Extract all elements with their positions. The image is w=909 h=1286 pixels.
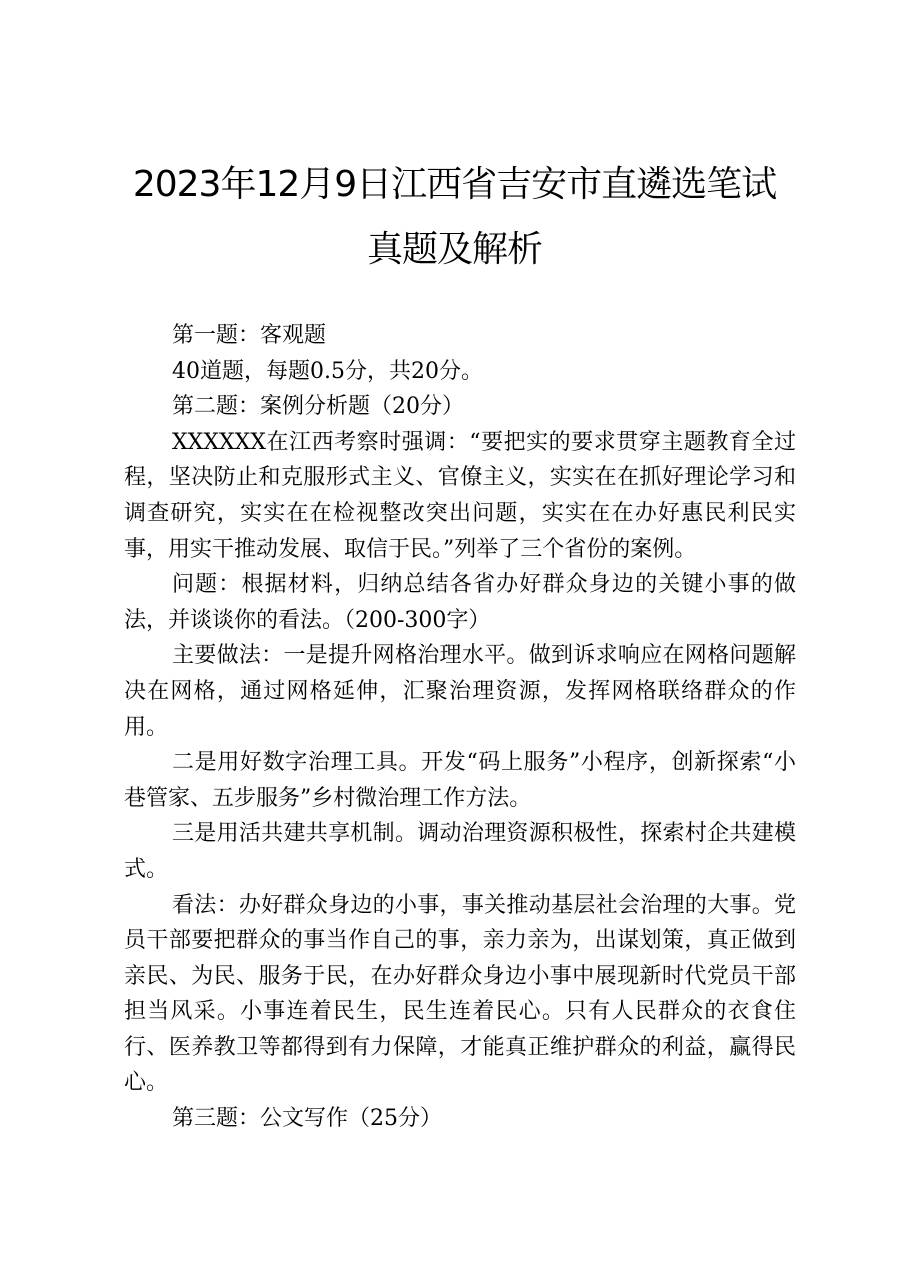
opinion-paragraph: 看法：办好群众身边的小事，事关推动基层社会治理的大事。党员干部要把群众的事当作自己的事，亲力亲为，出谋划策，真正做到亲民、为民、服务于民，在办好群众身边小事中展现新时代党员干部担当风采。小事连着民生，民生连着民心。只有人民群众的衣食住行、医养教卫等都得到有力保障，才能真正维护群众的利益，赢得民心。 [124,892,796,1096]
document-title-line-2: 真题及解析 [366,229,542,270]
section-heading-objective: 第一题：客观题 [172,323,327,348]
main-method-three-paragraph: 三是用活共建共享机制。调动治理资源积极性，探索村企共建模式。 [124,821,796,882]
document-title-line-1: 2023年12月9日江西省吉安市直遴选笔试 [132,164,777,205]
main-method-two-paragraph: 二是用好数字治理工具。开发“码上服务”小程序，创新探索“小巷管家、五步服务”乡村微治理工作方法。 [124,750,796,811]
document-body [124,318,796,1137]
question-paragraph: 问题：根据材料，归纳总结各省办好群众身边的关键小事的做法，并谈谈你的看法。（200-300字） [124,572,796,633]
objective-scoring-note: 40道题，每题0.5分，共20分。 [172,358,483,384]
main-method-one-paragraph: 主要做法：一是提升网格治理水平。做到诉求响应在网格问题解决在网格，通过网格延伸，汇聚治理资源，发挥网格联络群众的作用。 [124,643,796,740]
section-heading-official-writing: 第三题：公文写作（25分） [172,1106,442,1132]
section-heading-case-analysis: 第二题：案例分析题（20分） [172,394,464,420]
case-material-paragraph: XXXXXX在江西考察时强调：“要把实的要求贯穿主题教育全过程，坚决防止和克服形式主义、官僚主义，实实在在抓好理论学习和调查研究，实实在在检视整改突出问题，实实在在办好惠民利民实事，用实干推动发展、取信于民。”列举了三个省份的案例。 [124,429,796,562]
